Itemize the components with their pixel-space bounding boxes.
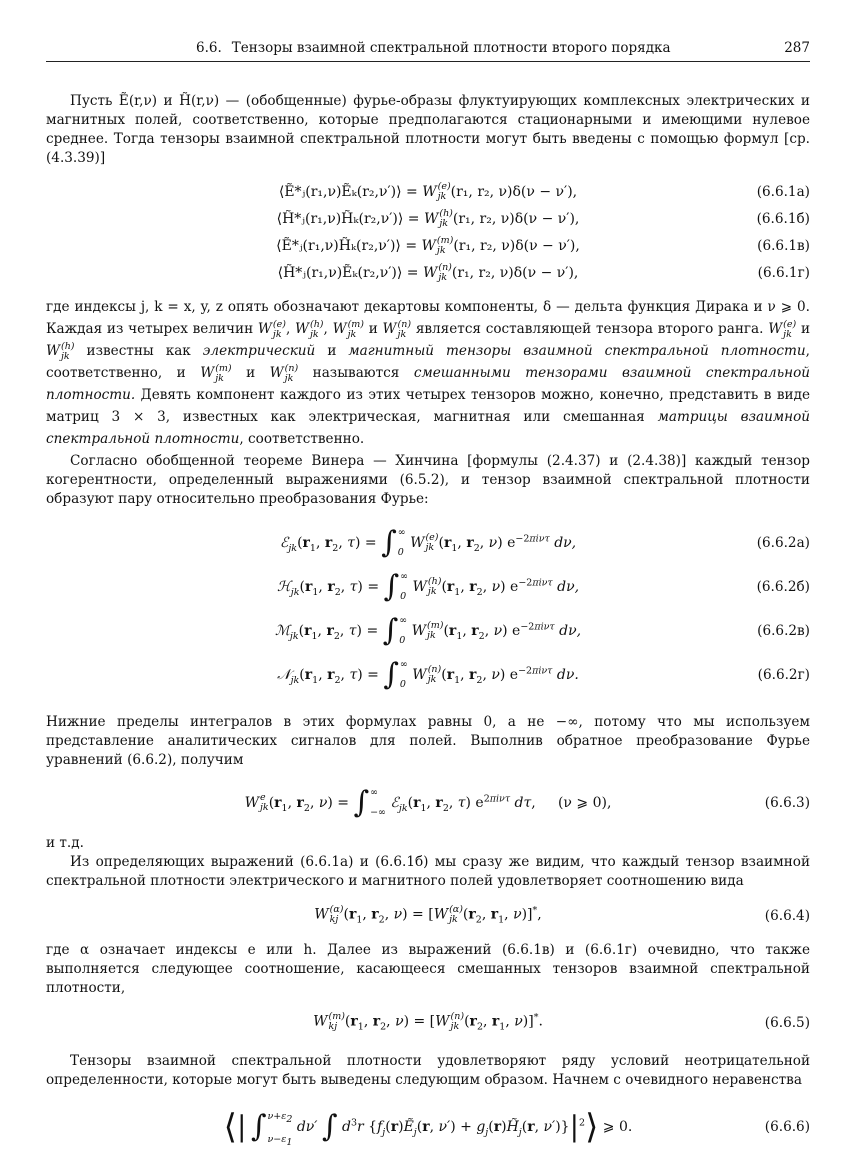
equation-group-6-6-2 bbox=[46, 521, 810, 697]
section-number: 6.6. bbox=[196, 40, 222, 56]
page-number: 287 bbox=[784, 40, 810, 56]
equation-6-6-2a: $ℰ_{jk}(r_1$, $r_2$, τ) = ∫ ∞ 0 W (e) jk ($r_1$, $r_2$, ν) $e^{-2\pi i\nu\tau}$ dν, (6.6.2а) bbox=[279, 525, 810, 560]
equation-number: (6.6.1б) bbox=[756, 210, 810, 227]
equation-6-6-1a: ⟨Ẽ*ⱼ(r₁,ν)Ẽₖ(r₂,ν′)⟩ = W (e) jk (r₁, r₂, ν)δ(ν − ν′), (6.6.1а) bbox=[278, 180, 810, 202]
running-header bbox=[46, 40, 810, 62]
equation-6-6-5: W (m) kj ($r_1$, $r_2$, ν) = [W (n) jk ($r_2$, $r_1$, ν)]*. (6.6.5) bbox=[313, 1010, 810, 1033]
paragraph-6: Из определяющих выражений (6.6.1а) и (6.6.1б) мы сразу же видим, что каждый тензор взаимной спектральной плотности электрического и магнитного полей удовлетворяет соотношению вида bbox=[46, 854, 810, 889]
equation-6-6-6: ⟨| ∫ $\nu+\varepsilon_2$ $\nu-\varepsilon_1$ dν′ ∫ $d^3r$ {$f_j(r)Ẽ_j(r$, $\nu') + g_j(r)H̃_j(r$, $\nu')\}|^2⟩$ ⩾ 0. (6.6.6) bbox=[223, 1107, 810, 1148]
page bbox=[46, 40, 810, 1160]
equation-6-6-2c: $ℳ_{jk}(r_1$, $r_2$, τ) = ∫ ∞ 0 W (m) jk ($r_1$, $r_2$, ν) $e^{-2\pi i\nu\tau}$ dν, (6.6.2в) bbox=[274, 613, 810, 648]
equation-number: (6.6.2б) bbox=[756, 579, 810, 595]
equation-group-6-6-1 bbox=[46, 178, 810, 286]
equation-number: (6.6.1в) bbox=[757, 237, 810, 254]
equation-number: (6.6.1а) bbox=[756, 183, 810, 200]
section-title: Тензоры взаимной спектральной плотности второго порядка bbox=[231, 40, 671, 56]
equation-6-6-2d: $𝒩_{jk}(r_1$, $r_2$, τ) = ∫ ∞ 0 W (n) jk ($r_1$, $r_2$, ν) $e^{-2\pi i\nu\tau}$ dν. (6.6.2г) bbox=[277, 657, 810, 692]
equation-number: (6.6.2а) bbox=[756, 535, 810, 551]
equation-number: (6.6.4) bbox=[764, 908, 810, 924]
paragraph-7: где α означает индексы e или h. Далее из выражений (6.6.1в) и (6.6.1г) очевидно, что также выполняется следующее соотношение, касающееся смешанных тензоров взаимной спектральной плотности, bbox=[46, 942, 810, 996]
paragraph-3: Согласно обобщенной теореме Винера — Хинчина [формулы (2.4.37) и (2.4.38)] каждый тензор когерентности, определенный выражениями (6.5.2), и тензор взаимной спектральной плотности образуют пару относительно преобразования Фурье: bbox=[46, 453, 810, 507]
paragraph-4: Нижние пределы интегралов в этих формулах равны 0, а не −∞, потому что мы используем представление аналитических сигналов для полей. Выполнив обратное преобразование Фурье уравнений (6.6.2), получим bbox=[46, 714, 810, 768]
paragraph-8: Тензоры взаимной спектральной плотности удовлетворяют ряду условий неотрицательной определенности, которые могут быть выведены следующим образом. Начнем с очевидного неравенства bbox=[46, 1053, 810, 1088]
paragraph-5: и т.д. bbox=[46, 835, 84, 851]
equation-6-6-3: W e jk ($r_1$, $r_2$, ν) = ∫ ∞ −∞ $ℰ_{jk}(r_1$, $r_2$, τ) $e^{2\pi i\nu\tau}$ dτ, (ν ⩾ 0), (6.6.3) bbox=[244, 785, 810, 820]
equation-6-6-1b: ⟨H̃*ⱼ(r₁,ν)H̃ₖ(r₂,ν′)⟩ = W (h) jk (r₁, r₂, ν)δ(ν − ν′), (6.6.1б) bbox=[276, 207, 810, 229]
equation-number: (6.6.5) bbox=[764, 1015, 810, 1031]
equation-6-6-4: W (α) kj ($r_1$, $r_2$, ν) = [W (α) jk ($r_2$, $r_1$, ν)]*, (6.6.4) bbox=[314, 903, 810, 926]
equation-number: (6.6.2г) bbox=[757, 667, 810, 683]
paragraph-2: где индексы j, k = x, y, z опять обозначают декартовы компоненты, δ — дельта функция Дирака и ν ⩾ 0. Каждая из четырех величин W (e) jk , W (h) jk , W (m) jk и W (n) jk является составляющей тензора второго ранга. W (e) jk и W (h) jk известны как электрический и магнитный тензоры взаимной спектральной плотности, соответственно, и W (m) jk и W (n) jk называются смешанными тензорами взаимной спектральной плотности. Девять компонент каждого из этих четырех тензоров можно, конечно, представить в виде матриц 3 × 3, известных как электрическая, магнитная или смешанная матрицы взаимной спектральной плотности, соответственно. bbox=[46, 299, 811, 447]
paragraph-1: Пусть Ẽ(r,ν) и H̃(r,ν) — (обобщенные) фурье-образы флуктуирующих комплексных электрических и магнитных полей, соответственно, которые предполагаются стационарными и имеющими нулевое среднее. Тогда тензоры взаимной спектральной плотности могут быть введены с помощью формул [ср. (4.3.39)] bbox=[46, 93, 810, 166]
equation-6-6-1c: ⟨Ẽ*ⱼ(r₁,ν)H̃ₖ(r₂,ν′)⟩ = W (m) jk (r₁, r₂, ν)δ(ν − ν′), (6.6.1в) bbox=[276, 234, 810, 256]
equation-number: (6.6.3) bbox=[764, 795, 810, 811]
equation-number: (6.6.1г) bbox=[757, 264, 810, 281]
equation-number: (6.6.6) bbox=[764, 1119, 810, 1135]
equation-6-6-2b: $ℋ_{jk}(r_1$, $r_2$, τ) = ∫ ∞ 0 W (h) jk ($r_1$, $r_2$, ν) $e^{-2\pi i\nu\tau}$ dν, (6.6.2б) bbox=[276, 569, 810, 604]
equation-number: (6.6.2в) bbox=[757, 623, 810, 639]
equation-6-6-1d: ⟨H̃*ⱼ(r₁,ν)Ẽₖ(r₂,ν′)⟩ = W (n) jk (r₁, r₂, ν)δ(ν − ν′), (6.6.1г) bbox=[277, 261, 810, 283]
